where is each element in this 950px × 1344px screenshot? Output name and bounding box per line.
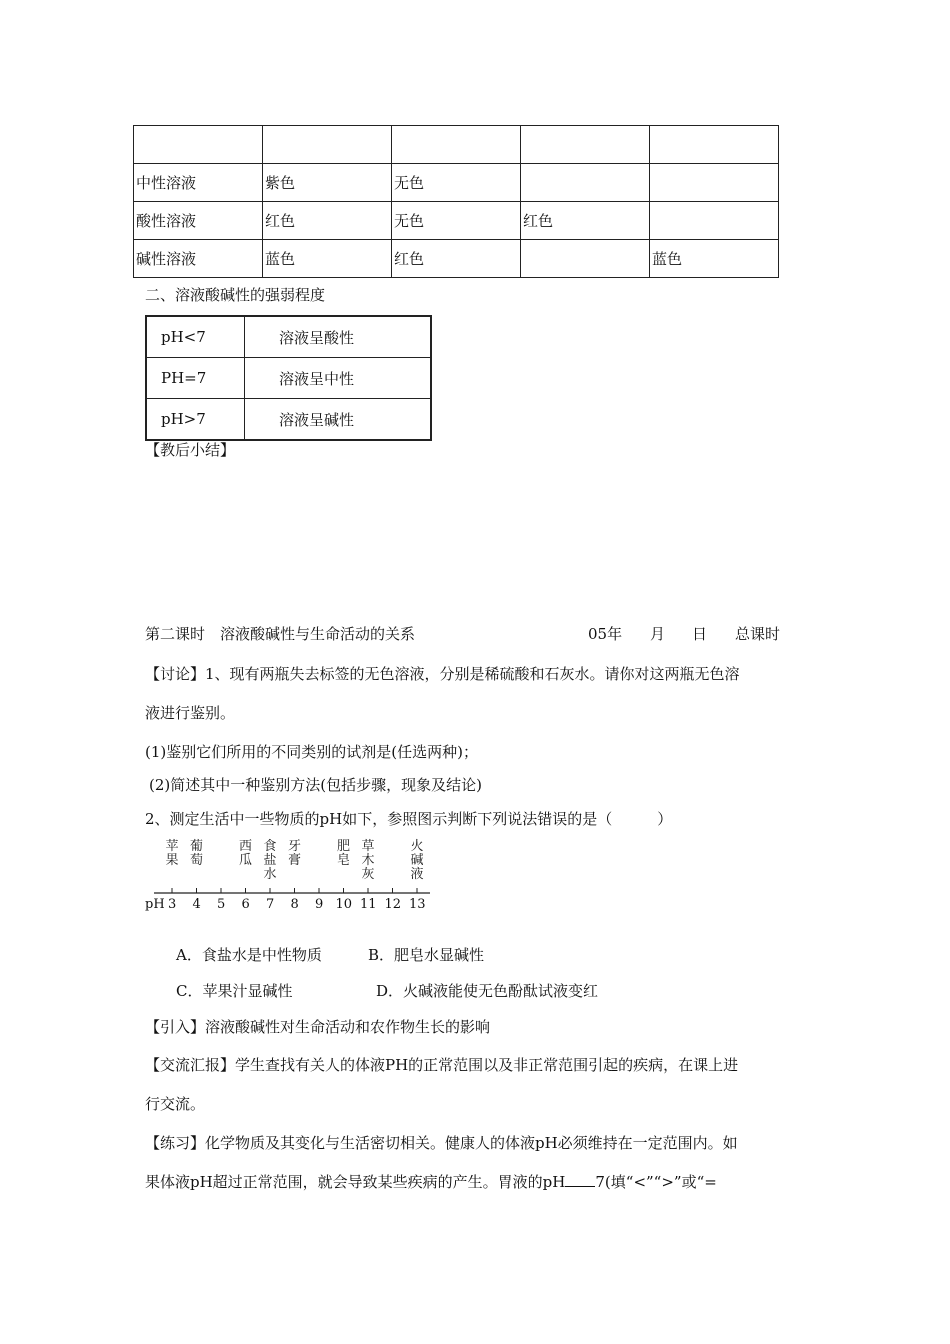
summary-heading: 【教后小结】 (145, 441, 236, 459)
indicator-table-cell (521, 164, 650, 202)
report-line1: 【交流汇报】学生查找有关人的体液PH的正常范围以及非正常范围引起的疾病，在课上进 (145, 1056, 739, 1074)
ph-table-row (146, 399, 431, 441)
practice-line2 (145, 1171, 717, 1192)
ph-range-cell: PH=7 (146, 358, 245, 399)
ph-tick-label: 13 (409, 897, 426, 912)
indicator-table-cell: 无色 (392, 202, 521, 240)
ph-axis-label: pH (145, 897, 165, 912)
ph-tick-label: 5 (217, 897, 226, 912)
indicator-table-cell: 无色 (392, 164, 521, 202)
report-line2: 行交流。 (145, 1095, 206, 1113)
ph-substance-label: 西 瓜 (238, 839, 252, 868)
ph-tick-label: 3 (168, 897, 177, 912)
indicator-table-cell: 紫色 (263, 164, 392, 202)
indicator-table-cell (650, 126, 779, 164)
option-d: D．火碱液能使无色酚酞试液变红 (376, 982, 599, 1000)
indicator-table-cell: 蓝色 (650, 240, 779, 278)
indicator-table (133, 125, 779, 278)
ph-tick-label: 7 (266, 897, 275, 912)
indicator-table-row (134, 240, 779, 278)
intro-line: 【引入】溶液酸碱性对生命活动和农作物生长的影响 (145, 1018, 491, 1036)
indicator-table-cell (134, 126, 263, 164)
ph-meaning-cell: 溶液呈酸性 (245, 316, 432, 358)
ph-meaning-cell: 溶液呈中性 (245, 358, 432, 399)
option-a: A．食盐水是中性物质 (176, 946, 322, 964)
ph-table-row (146, 316, 431, 358)
indicator-table-cell (521, 240, 650, 278)
indicator-table-cell: 蓝色 (263, 240, 392, 278)
ph-table-row (146, 358, 431, 399)
lesson-day: 日 (692, 625, 708, 643)
lesson-total: 总课时 (735, 625, 781, 643)
practice-line2-b: 7(填“<”“>”或“= (595, 1173, 717, 1191)
question2-stem: 2、测定生活中一些物质的pH如下，参照图示判断下列说法错误的是（ ） (145, 810, 673, 828)
ph-tick-label: 10 (335, 897, 353, 912)
ph-range-cell: pH>7 (146, 399, 245, 441)
indicator-table-cell: 酸性溶液 (134, 202, 263, 240)
indicator-table-header-row (134, 126, 779, 164)
ph-tick-label: 12 (384, 897, 402, 912)
indicator-table-cell (263, 126, 392, 164)
indicator-table-cell: 红色 (263, 202, 392, 240)
ph-tick-label: 8 (290, 897, 299, 912)
ph-tick-label: 11 (360, 897, 377, 912)
ph-tick-label: 9 (315, 897, 324, 912)
ph-substance-label: 苹 果 (165, 839, 179, 868)
indicator-table-cell: 红色 (521, 202, 650, 240)
ph-tick-label: 6 (241, 897, 250, 912)
ph-meaning-cell: 溶液呈碱性 (245, 399, 432, 441)
ph-substance-label: 葡 萄 (189, 839, 203, 868)
indicator-table-cell (650, 202, 779, 240)
practice-line2-a: 果体液pH超过正常范围，就会导致某些疾病的产生。胃液的pH (145, 1173, 566, 1191)
discussion-q2: (2)简述其中一种鉴别方法(包括步骤，现象及结论) (149, 776, 482, 794)
lesson-month: 月 (650, 625, 666, 643)
indicator-table-row (134, 202, 779, 240)
ph-substance-label: 牙 膏 (287, 839, 301, 868)
lesson-title: 第二课时 溶液酸碱性与生命活动的关系 (145, 625, 416, 643)
ph-tick-label: 4 (192, 897, 201, 912)
discussion-line1: 【讨论】1、现有两瓶失去标签的无色溶液，分别是稀硫酸和石灰水。请你对这两瓶无色溶 (145, 665, 740, 683)
indicator-table-cell: 碱性溶液 (134, 240, 263, 278)
discussion-q1: (1)鉴别它们所用的不同类别的试剂是(任选两种)； (145, 743, 478, 761)
discussion-line2: 液进行鉴别。 (145, 704, 236, 722)
practice-line1: 【练习】化学物质及其变化与生活密切相关。健康人的体液pH必须维持在一定范围内。如 (145, 1134, 738, 1152)
answer-blank[interactable] (565, 1172, 595, 1187)
lesson-year: 05年 (588, 625, 623, 643)
ph-table (145, 315, 432, 441)
indicator-table-cell (392, 126, 521, 164)
option-b: B．肥皂水显碱性 (368, 946, 485, 964)
indicator-table-cell: 红色 (392, 240, 521, 278)
option-c: C．苹果汁显碱性 (176, 982, 293, 1000)
indicator-table-cell (650, 164, 779, 202)
indicator-table-cell (521, 126, 650, 164)
ph-substance-label: 食 盐 水 (263, 839, 277, 882)
ph-range-cell: pH<7 (146, 316, 245, 358)
ph-substance-label: 火 碱 液 (410, 839, 424, 882)
ph-substance-label: 草 木 灰 (361, 839, 375, 882)
indicator-table-row (134, 164, 779, 202)
section2-heading: 二、溶液酸碱性的强弱程度 (145, 286, 326, 304)
ph-substance-label: 肥 皂 (336, 839, 350, 868)
indicator-table-cell: 中性溶液 (134, 164, 263, 202)
